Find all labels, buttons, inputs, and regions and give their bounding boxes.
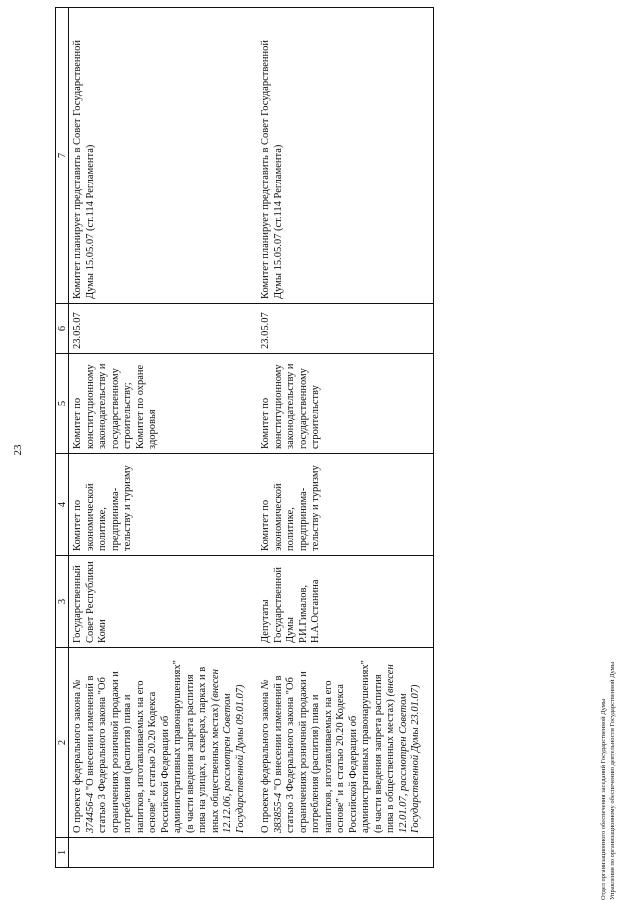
footer-line: Отдел организационного обеспечения заседаний Государственной Думы xyxy=(600,698,607,900)
column-header: 3 xyxy=(56,556,69,648)
law-number: № 383855-4 xyxy=(260,679,284,833)
footer-line: Управления по организационному обеспечению деятельности Государственной Думы xyxy=(608,661,616,900)
column-header: 6 xyxy=(56,304,69,354)
note: Комитет планирует представить в Совет Государственной Думы 15.05.07 (ст.114 Регламента) xyxy=(69,8,258,304)
co-executors: Комитет по конституционному законодательству и государственному строительству xyxy=(257,354,433,454)
table-row xyxy=(69,8,258,868)
table-header-row xyxy=(56,8,69,868)
law-number: № 374456-4 xyxy=(72,679,96,833)
column-header: 5 xyxy=(56,354,69,454)
table-row xyxy=(257,8,433,868)
column-header: 1 xyxy=(56,838,69,868)
column-header: 2 xyxy=(56,648,69,838)
page-number: 23 xyxy=(12,444,24,456)
law-prefix: О проекте федерального закона xyxy=(260,689,271,833)
law-note: (внесен 12.01.07, рассмотрен Советом Государственной Думы 23.01.07) xyxy=(385,664,421,833)
co-executors: Комитет по конституционному законодательству и государственному строительству; Комитет по охране здоровья xyxy=(69,354,258,454)
law-prefix: О проекте федерального закона xyxy=(72,689,83,833)
law-note: (внесен 12.12.06, рассмотрен Советом Государственной Думы 09.01.07) xyxy=(209,669,246,833)
law-body: "О внесении изменений в статью 3 Федерального закона "Об ограничениях розничной продажи и потребления (распития) пива и напитков, изготавливаемых на его основе" и статью 20.20 Кодекса Российской Федерации об административных правонарушениях" (в части введения запрета распития пива на улицах, в скверах, парках и в иных общественных местах) xyxy=(84,660,221,833)
law-description xyxy=(69,648,258,838)
responsible-committee: Комитет по экономической политике, предпринима-тельству и туризму xyxy=(257,454,433,556)
bills-table xyxy=(55,7,434,868)
law-body: "О внесении изменений в статью 3 Федерального закона "Об ограничениях розничной продажи и потребления (распития) пива и напитков, изготавливаемых на его основе" и в статью 20.20 Кодекса Российской Федерации об административных правонарушениях" (в части введения запрета распития пива в общественных местах) xyxy=(272,660,396,833)
row-index xyxy=(257,838,433,868)
column-header: 7 xyxy=(56,8,69,304)
date: 23.05.07 xyxy=(257,304,433,354)
initiator: Государственный Совет Республики Коми xyxy=(69,556,258,648)
law-description xyxy=(257,648,433,838)
footer xyxy=(600,280,617,900)
date: 23.05.07 xyxy=(69,304,258,354)
note: Комитет планирует представить в Совет Государственной Думы 15.05.07 (ст.114 Регламента) xyxy=(257,8,433,304)
row-index xyxy=(69,838,258,868)
initiator: Депутаты Государственной Думы Р.И.Гималов, Н.А.Останина xyxy=(257,556,433,648)
column-header: 4 xyxy=(56,454,69,556)
responsible-committee: Комитет по экономической политике, предпринима-тельству и туризму xyxy=(69,454,258,556)
